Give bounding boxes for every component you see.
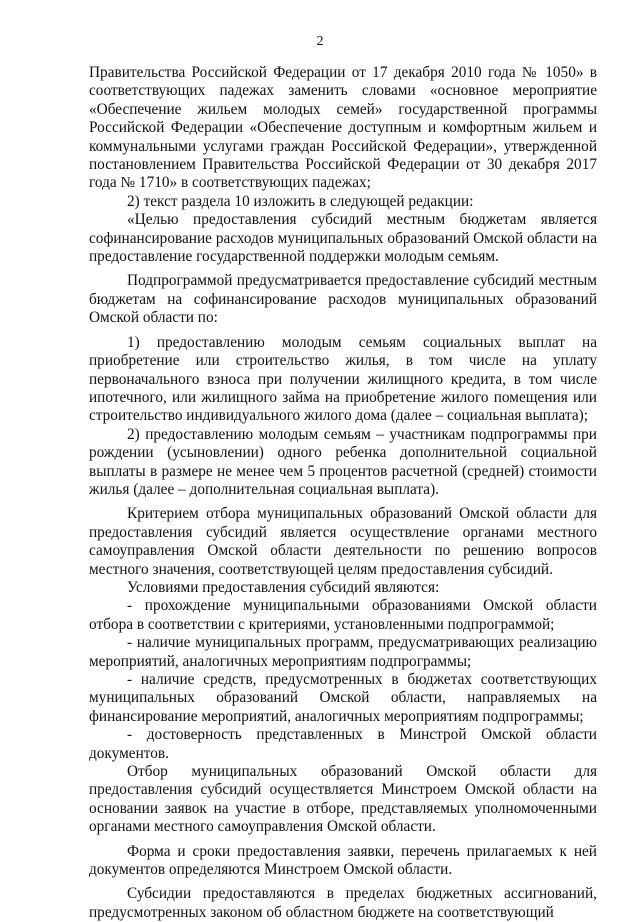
paragraph-form-and-terms: Форма и сроки предоставления заявки, перечень прилагаемых к ней документов определяются Минстроем Омской области. xyxy=(89,842,597,879)
paragraph-continuation: Правительства Российской Федерации от 17 декабря 2010 года № 1050» в соответствующих падежах заменить словами «основное мероприятие «Обеспечение жильем молодых семей» государственной программы Российской Федерации «Обеспечение доступным и комфортным жильем и коммунальными услугами граждан Российской Федерации», утвержденной постановлением Правительства Российской Федерации от 30 декабря 2017 года № 1710» в соответствующих падежах; xyxy=(89,64,597,192)
paragraph-subprogram: Подпрограммой предусматривается предоставление субсидий местным бюджетам на софинансирование расходов муниципальных образований Омской области по: xyxy=(89,272,597,327)
paragraph-subitem-1: 1) предоставлению молодым семьям социальных выплат на приобретение или строительство жилья, в том числе на уплату первоначального взноса при получении жилищного кредита, в том числе ипотечного, или жилищного займа на приобретение жилого помещения или строительство индивидуального жилого дома (далее – социальная выплата); xyxy=(89,333,597,425)
paragraph-condition-3: - наличие средств, предусмотренных в бюджетах соответствующих муниципальных образований Омской области, направляемых на финансирование мероприятий, аналогичных мероприятиям подпрограммы; xyxy=(89,671,597,725)
paragraph-conditions-heading: Условиями предоставления субсидий являются: xyxy=(127,578,440,596)
paragraph-subsidies: Субсидии предоставляются в пределах бюджетных ассигнований, предусмотренных законом об областном бюджете на соответствующий xyxy=(89,885,597,921)
page-number: 2 xyxy=(316,34,324,49)
paragraph-condition-1: - прохождение муниципальными образованиями Омской области отбора в соответствии с критериями, установленными подпрограммой; xyxy=(89,597,597,633)
paragraph-condition-2: - наличие муниципальных программ, предусматривающих реализацию мероприятий, аналогичных мероприятиям подпрограммы; xyxy=(89,634,597,670)
document-body xyxy=(89,64,597,922)
paragraph-goal: «Целью предоставления субсидий местным бюджетам является софинансирование расходов муниципальных образований Омской области на предоставление государственной поддержки молодым семьям. xyxy=(89,211,597,266)
paragraph-item-2: 2) текст раздела 10 изложить в следующей редакции: xyxy=(127,192,474,210)
paragraph-selection: Отбор муниципальных образований Омской области для предоставления субсидий осуществляется Минстроем Омской области на основании заявок на участие в отборе, представляемых уполномоченными органами местного самоуправления Омской области. xyxy=(89,763,597,836)
paragraph-subitem-2: 2) предоставлению молодым семьям – участникам подпрограммы при рождении (усыновлении) одного ребенка дополнительной социальной выплаты в размере не менее чем 5 процентов расчетной (средней) стоимости жилья (далее – дополнительная социальная выплата). xyxy=(89,425,597,498)
paragraph-criterion: Критерием отбора муниципальных образований Омской области для предоставления субсидий является осуществление органами местного самоуправления Омской области деятельности по решению вопросов местного значения, соответствующей целям предоставления субсидий. xyxy=(89,505,597,578)
paragraph-condition-4: - достоверность представленных в Минстрой Омской области документов. xyxy=(89,726,597,762)
